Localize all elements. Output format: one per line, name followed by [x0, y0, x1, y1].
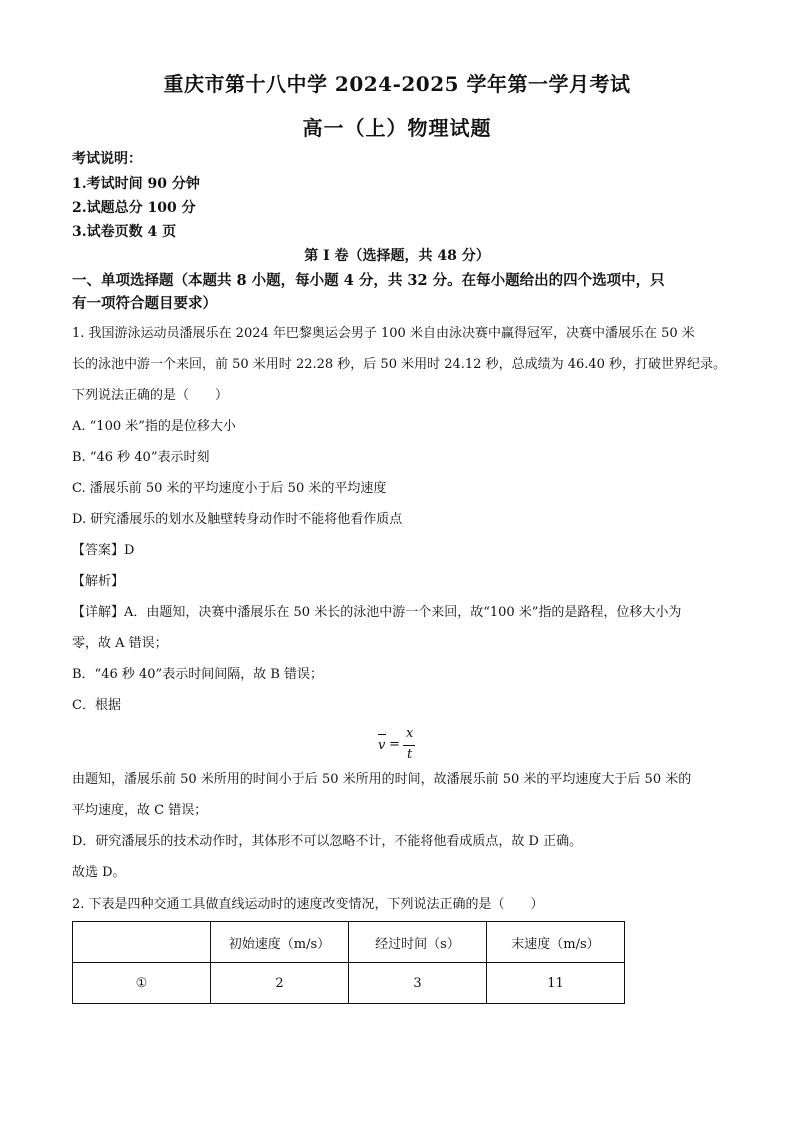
velocity-table: [72, 921, 625, 1004]
formula-equals: =: [389, 737, 400, 752]
formula-bar: [378, 734, 386, 735]
q1-after-line: 平均速度，故 C 错误；: [72, 803, 208, 818]
formula-numerator: x: [406, 726, 414, 741]
formula-denominator: t: [407, 747, 413, 762]
q1-after-line: 由题知，潘展乐前 50 米所用的时间小于后 50 米所用的时间，故潘展乐前 50 米的平均速度大于后 50 米的: [72, 772, 692, 787]
exam-subtitle: 高一（上）物理试题: [302, 116, 492, 140]
q1-detail-line: 零，故 A 错误；: [72, 636, 168, 651]
q1-after-line: 故选 D。: [72, 865, 126, 880]
table-header-cell: 末速度（m/s）: [487, 922, 625, 963]
q1-analysis-continued: [72, 764, 732, 888]
exam-notes-label: 考试说明：: [72, 151, 142, 167]
exam-note-pages: 3.试卷页数 4 页: [72, 224, 177, 240]
fraction-line: [403, 745, 415, 746]
table-header-cell: 经过时间（s）: [349, 922, 487, 963]
table-cell: 3: [349, 963, 487, 1004]
exam-note-time: 1.考试时间 90 分钟: [72, 176, 200, 192]
exam-note-score: 2.试题总分 100 分: [72, 200, 196, 216]
table-cell: 2: [211, 963, 349, 1004]
q1-stem-line: 长的泳池中游一个来回，前 50 米用时 22.28 秒，后 50 米用时 24.12 秒，总成绩为 46.40 秒，打破世界纪录。: [72, 357, 727, 372]
q1-detail-line: 【详解】A．由题知，决赛中潘展乐在 50 米长的泳池中游一个来回，故“100 米”指的是路程，位移大小为: [72, 605, 682, 620]
q1-detail-line: C．根据: [72, 698, 121, 713]
table-cell: 11: [487, 963, 625, 1004]
q1-answer: 【答案】D: [72, 543, 135, 558]
question-1: [72, 318, 732, 721]
q1-option-c: C. 潘展乐前 50 米的平均速度小于后 50 米的平均速度: [72, 481, 387, 496]
question-2-stem: 2. 下表是四种交通工具做直线运动时的速度改变情况，下列说法正确的是（ ）: [72, 897, 544, 912]
table-cell: ①: [73, 963, 211, 1004]
formula-lhs: v: [378, 738, 386, 753]
table-header-cell: [73, 922, 211, 963]
table-header-row: [73, 922, 625, 963]
part-heading: [72, 269, 722, 315]
part-heading-line2: 有一项符合题目要求）: [72, 295, 217, 312]
part-heading-line1: 一、单项选择题（本题共 8 小题，每小题 4 分，共 32 分。在每小题给出的四个选项中，只: [72, 272, 665, 289]
average-velocity-formula: [376, 726, 426, 766]
q1-option-b: B. “46 秒 40”表示时刻: [72, 450, 210, 465]
section-title: 第 I 卷（选择题，共 48 分）: [304, 248, 490, 264]
q1-option-a: A. “100 米”指的是位移大小: [72, 419, 236, 434]
exam-title: 重庆市第十八中学 2024-2025 学年第一学月考试: [163, 72, 631, 96]
q1-detail-line: B．“46 秒 40”表示时间间隔，故 B 错误；: [72, 667, 324, 682]
q1-after-line: D．研究潘展乐的技术动作时，其体形不可以忽略不计，不能将他看成质点，故 D 正确。: [72, 834, 583, 849]
q1-stem-line: 下列说法正确的是（ ）: [72, 388, 229, 403]
q1-stem-line: 1. 我国游泳运动员潘展乐在 2024 年巴黎奥运会男子 100 米自由泳决赛中赢得冠军，决赛中潘展乐在 50 米: [72, 326, 695, 341]
table-header-cell: 初始速度（m/s）: [211, 922, 349, 963]
q1-option-d: D. 研究潘展乐的划水及触壁转身动作时不能将他看作质点: [72, 512, 403, 527]
q1-analysis-label: 【解析】: [72, 574, 125, 589]
table-row: [73, 963, 625, 1004]
